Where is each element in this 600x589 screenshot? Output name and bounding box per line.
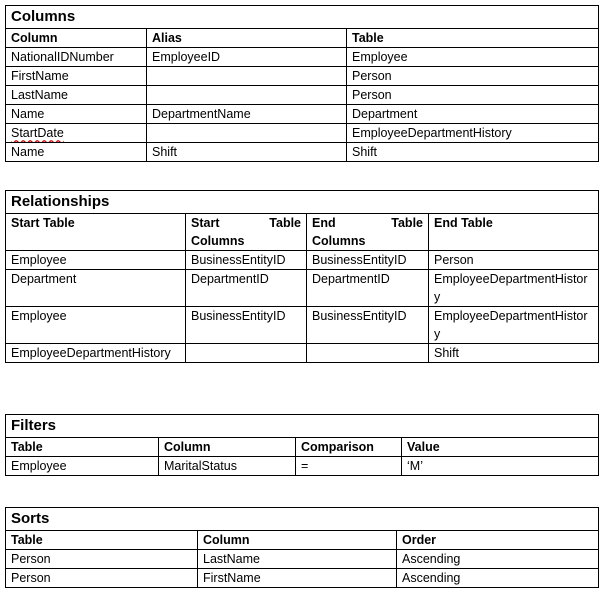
column-header: Start Table: [6, 214, 186, 251]
cell: Person: [429, 251, 599, 270]
relationships-title: Relationships: [6, 191, 599, 214]
cell: Employee: [6, 457, 159, 476]
columns-section: [5, 5, 598, 162]
table-row: [6, 105, 599, 124]
cell: Person: [347, 67, 599, 86]
spellcheck-underlined-text: StartDate: [11, 126, 64, 140]
cell: FirstName: [198, 569, 397, 588]
table-row: [6, 270, 599, 307]
filters-section: [5, 414, 598, 476]
sorts-table: [5, 507, 599, 588]
cell: [307, 344, 429, 363]
cell: Person: [347, 86, 599, 105]
cell: Department: [347, 105, 599, 124]
cell: Employee: [6, 251, 186, 270]
cell: Department: [6, 270, 186, 307]
cell: DepartmentID: [186, 270, 307, 307]
cell: Shift: [429, 344, 599, 363]
cell: EmployeeID: [147, 48, 347, 67]
cell: BusinessEntityID: [307, 251, 429, 270]
column-header: End Table Columns: [307, 214, 429, 251]
cell: Shift: [147, 143, 347, 162]
columns-table: [5, 5, 599, 162]
column-header: Table: [6, 531, 198, 550]
filters-table: [5, 414, 599, 476]
sorts-section: [5, 507, 598, 588]
cell: NationalIDNumber: [6, 48, 147, 67]
column-header: Start Table Columns: [186, 214, 307, 251]
cell: Employee: [6, 307, 186, 344]
table-row: [6, 67, 599, 86]
cell: EmployeeDepartmentHistory: [347, 124, 599, 143]
cell: ‘M’: [402, 457, 599, 476]
column-header: Comparison: [296, 438, 402, 457]
columns-title: Columns: [6, 6, 599, 29]
cell: BusinessEntityID: [307, 307, 429, 344]
cell: [147, 67, 347, 86]
table-row: [6, 86, 599, 105]
table-row: [6, 550, 599, 569]
cell: Ascending: [397, 569, 599, 588]
table-row: [6, 569, 599, 588]
cell: DepartmentName: [147, 105, 347, 124]
column-header: Column: [198, 531, 397, 550]
relationships-table: [5, 190, 599, 363]
relationships-section: [5, 190, 598, 363]
column-header: Alias: [147, 29, 347, 48]
cell: LastName: [198, 550, 397, 569]
cell: Name: [6, 105, 147, 124]
cell: [186, 344, 307, 363]
cell: DepartmentID: [307, 270, 429, 307]
cell: Name: [6, 143, 147, 162]
cell: Shift: [347, 143, 599, 162]
sorts-title: Sorts: [6, 508, 599, 531]
cell: LastName: [6, 86, 147, 105]
table-row: [6, 344, 599, 363]
column-header: Table: [347, 29, 599, 48]
table-row: [6, 48, 599, 67]
column-header: Column: [159, 438, 296, 457]
cell: Employee: [347, 48, 599, 67]
column-header: Table: [6, 438, 159, 457]
cell: EmployeeDepartmentHistory: [6, 344, 186, 363]
cell: BusinessEntityID: [186, 307, 307, 344]
filters-title: Filters: [6, 415, 599, 438]
cell: Person: [6, 550, 198, 569]
table-row: [6, 143, 599, 162]
column-header: Column: [6, 29, 147, 48]
table-row: [6, 307, 599, 344]
cell: [147, 124, 347, 143]
table-row: [6, 124, 599, 143]
cell: =: [296, 457, 402, 476]
column-header: Value: [402, 438, 599, 457]
cell: [147, 86, 347, 105]
cell: [6, 124, 147, 143]
table-row: [6, 457, 599, 476]
cell: EmployeeDepartmentHistory: [429, 307, 599, 344]
cell: EmployeeDepartmentHistory: [429, 270, 599, 307]
column-header: Order: [397, 531, 599, 550]
cell: Ascending: [397, 550, 599, 569]
cell: MaritalStatus: [159, 457, 296, 476]
column-header: End Table: [429, 214, 599, 251]
cell: Person: [6, 569, 198, 588]
table-row: [6, 251, 599, 270]
cell: BusinessEntityID: [186, 251, 307, 270]
cell: FirstName: [6, 67, 147, 86]
